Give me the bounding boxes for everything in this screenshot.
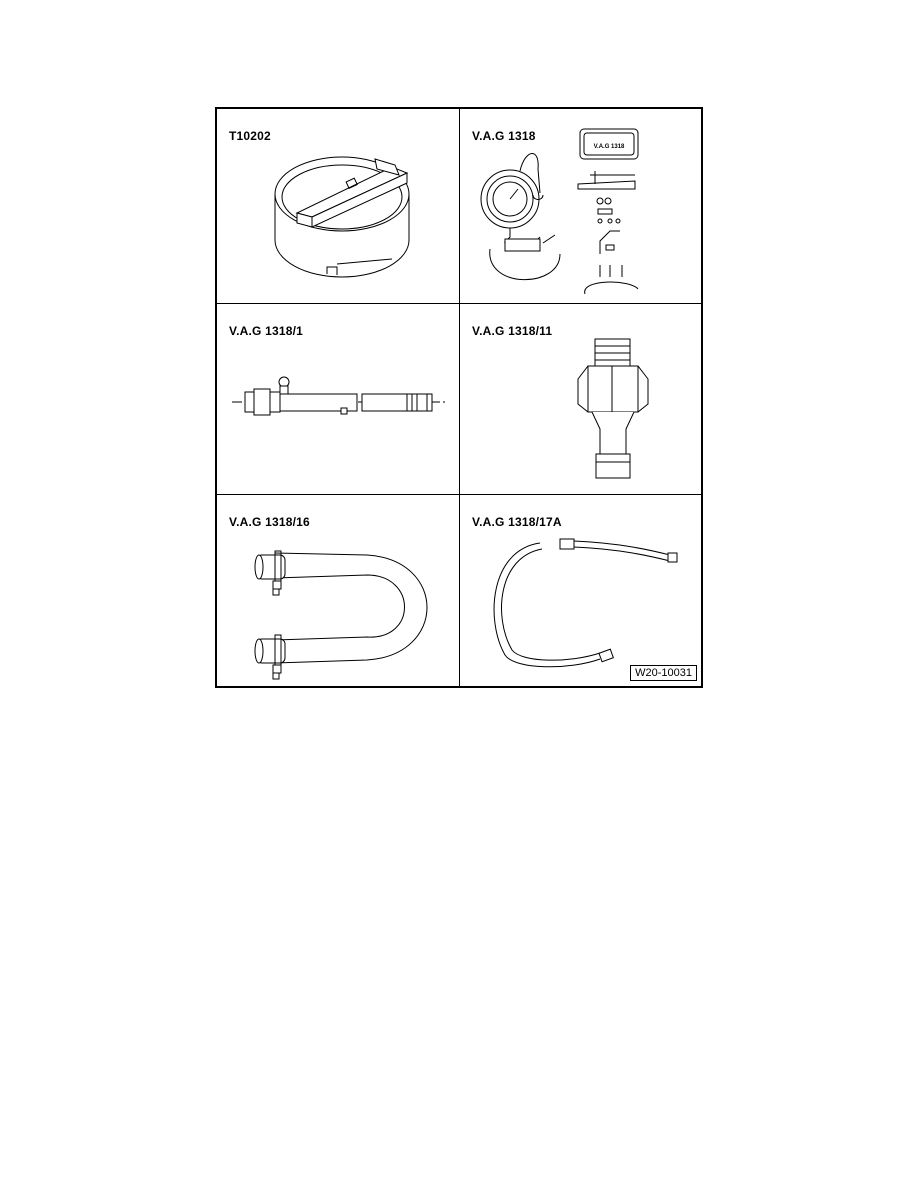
pressure-tester-kit-illustration [460,109,703,303]
tool-cell-t10202 [217,109,459,303]
filter-wrench-illustration [217,109,459,303]
tool-label: V.A.G 1318/17A [472,515,562,529]
tool-label: V.A.G 1318/16 [229,515,310,529]
case-label: V.A.G 1318 [593,144,625,150]
tool-label: V.A.G 1318/11 [472,324,553,338]
tool-label: V.A.G 1318/1 [229,324,304,338]
tool-cell-vag1318-1 [217,304,459,494]
tool-label: T10202 [229,129,271,143]
tool-cell-vag1318 [460,109,703,303]
figure-code: W20-10031 [630,665,697,681]
tool-cell-vag1318-16 [217,495,459,688]
tool-cell-vag1318-17a [460,495,703,688]
threaded-adapter-illustration [460,304,703,494]
adapter-hose-illustration [217,304,459,494]
long-hose-illustration [460,495,703,688]
tool-label: V.A.G 1318 [472,129,536,143]
tool-cell-vag1318-11 [460,304,703,494]
tool-illustration-grid [215,107,703,688]
hose-with-clamps-illustration [217,495,459,688]
